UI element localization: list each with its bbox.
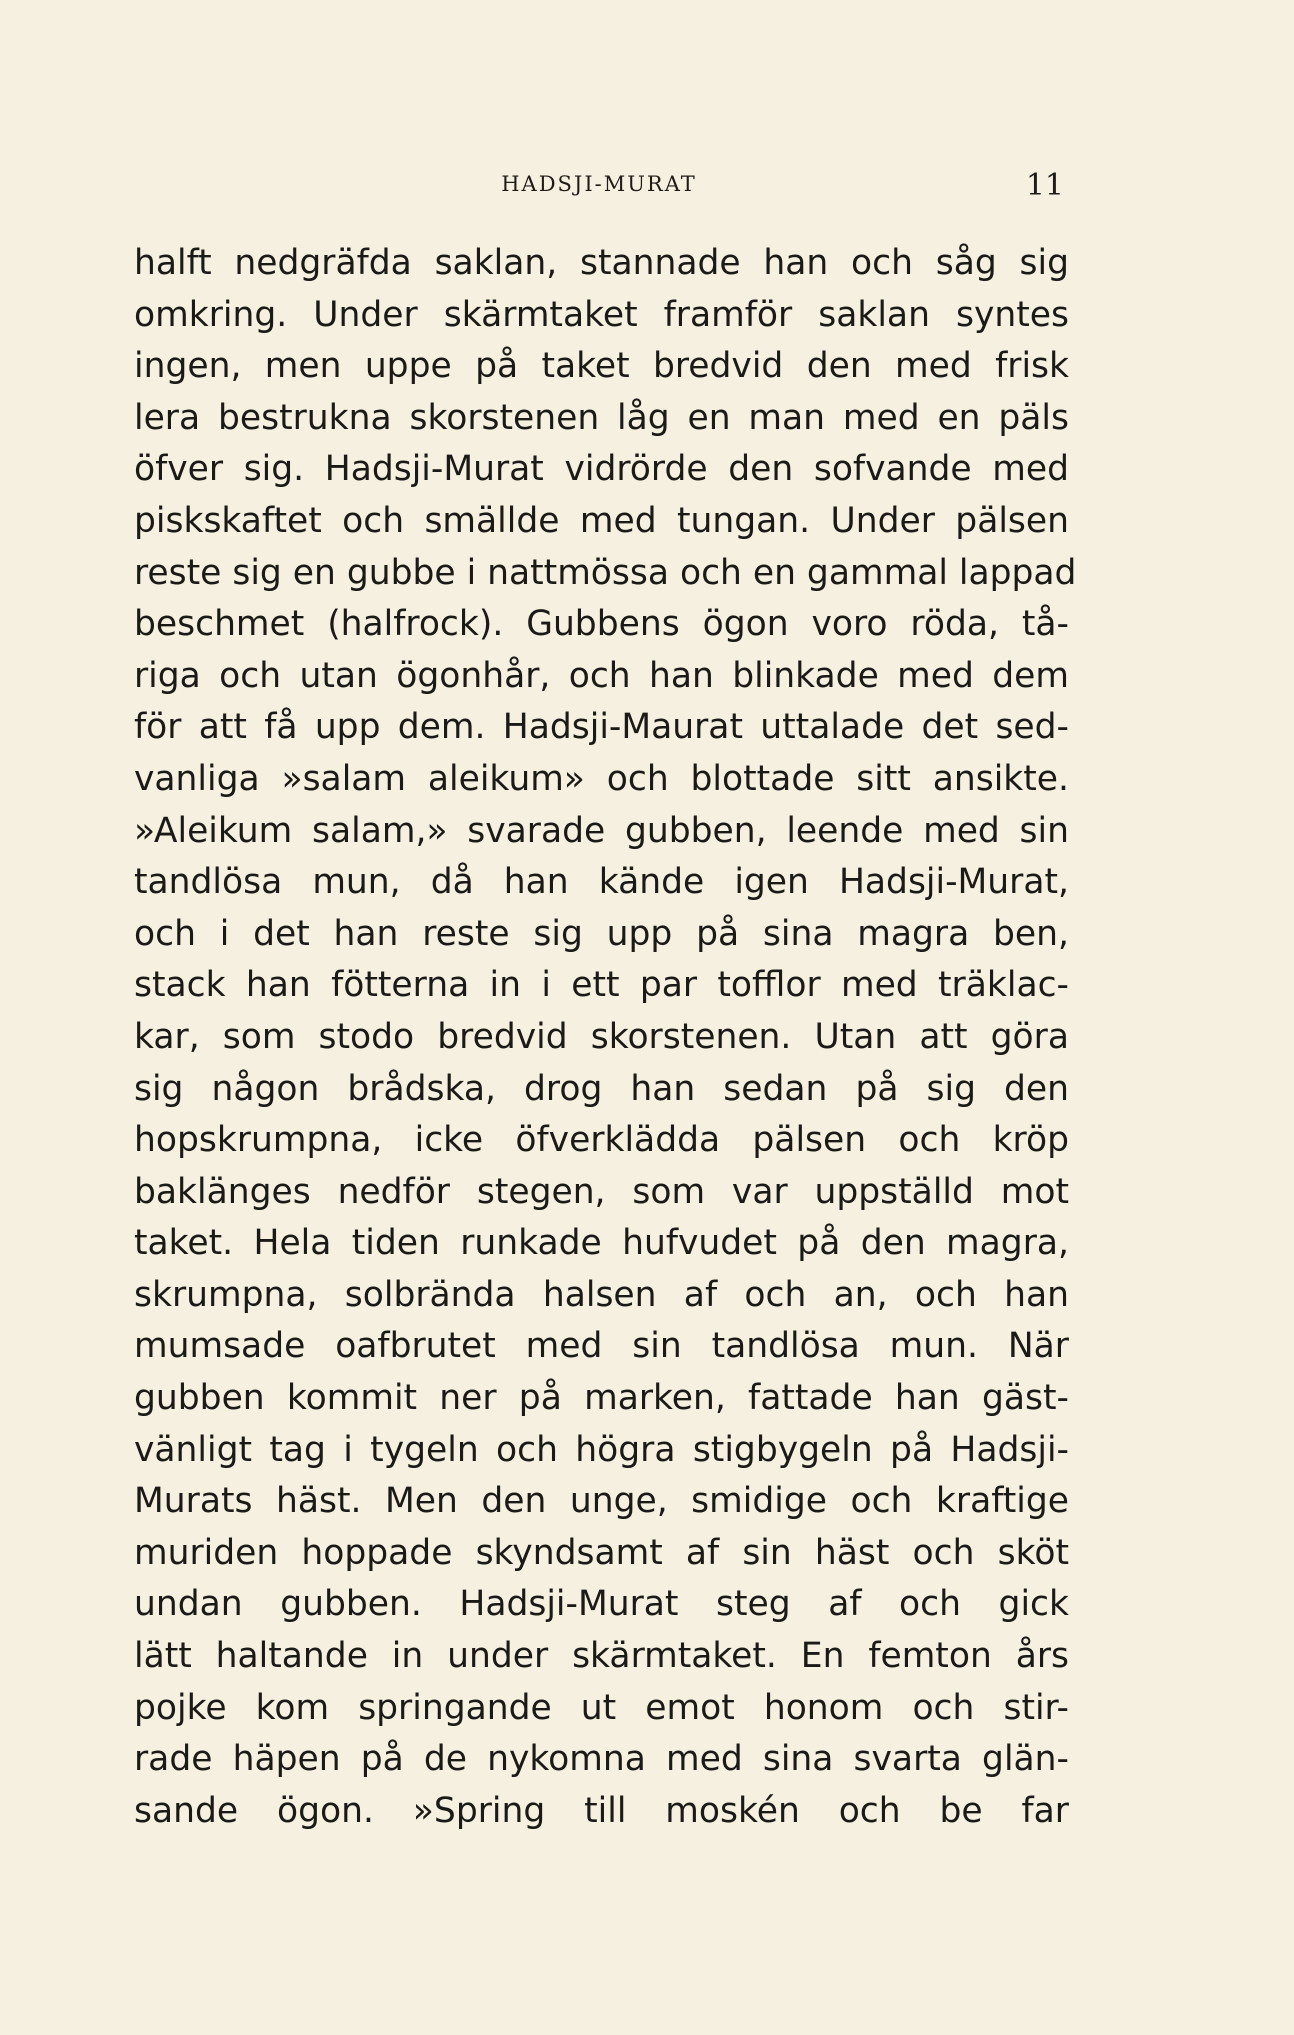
text-line: muriden hoppade skyndsamt af sin häst och sköt [134, 1532, 1069, 1573]
text-line: ingen, men uppe på taket bredvid den med frisk [134, 346, 1069, 387]
text-line: beschmet (halfrock). Gubbens ögon voro röda, tå- [134, 604, 1069, 645]
text-line: baklänges nedför stegen, som var uppställd mot [134, 1171, 1069, 1212]
running-title: HADSJI-MURAT [501, 172, 697, 196]
text-line: hopskrumpna, icke öfverklädda pälsen och kröp [134, 1120, 1069, 1161]
text-line: kar, som stodo bredvid skorstenen. Utan att göra [134, 1016, 1069, 1057]
text-line: lera bestrukna skorstenen låg en man med en päls [134, 397, 1069, 438]
text-line: sig någon brådska, drog han sedan på sig den [134, 1068, 1069, 1109]
text-line: skrumpna, solbrända halsen af och an, och han [134, 1274, 1069, 1315]
text-line: stack han fötterna in i ett par tofflor med träklac- [134, 965, 1069, 1006]
text-line: pojke kom springande ut emot honom och stir- [134, 1687, 1069, 1728]
text-line: lätt haltande in under skärmtaket. En femton års [134, 1636, 1069, 1677]
text-line: mumsade oafbrutet med sin tandlösa mun. När [134, 1326, 1069, 1367]
text-line: »Aleikum salam,» svarade gubben, leende med sin [134, 810, 1069, 851]
body-text [134, 238, 1077, 1837]
text-line: reste sig en gubbe i nattmössa och en gammal lappad [134, 552, 1077, 593]
text-line: för att få upp dem. Hadsji-Maurat uttalade det sed- [134, 707, 1069, 748]
text-line: sande ögon. »Spring till moskén och be far [134, 1790, 1069, 1831]
text-line: och i det han reste sig upp på sina magra ben, [134, 913, 1069, 954]
text-line: gubben kommit ner på marken, fattade han gäst- [134, 1378, 1069, 1419]
text-line: vänligt tag i tygeln och högra stigbygeln på Hadsji- [134, 1429, 1069, 1470]
text-line: tandlösa mun, då han kände igen Hadsji-Murat, [134, 862, 1069, 903]
running-head [134, 168, 1064, 208]
text-line: undan gubben. Hadsji-Murat steg af och gick [134, 1584, 1069, 1625]
text-line: piskskaftet och smällde med tungan. Under pälsen [134, 500, 1069, 541]
text-line: Murats häst. Men den unge, smidige och kraftige [134, 1481, 1069, 1522]
page-number: 11 [1025, 168, 1064, 203]
text-line: taket. Hela tiden runkade hufvudet på den magra, [134, 1223, 1069, 1264]
text-line: halft nedgräfda saklan, stannade han och såg sig [134, 243, 1069, 283]
text-line: riga och utan ögonhår, och han blinkade med dem [134, 655, 1069, 696]
text-line: öfver sig. Hadsji-Murat vidrörde den sofvande med [134, 449, 1069, 490]
text-line: vanliga »salam aleikum» och blottade sitt ansikte. [134, 758, 1069, 799]
text-line: rade häpen på de nykomna med sina svarta glän- [134, 1739, 1069, 1780]
text-line: omkring. Under skärmtaket framför saklan syntes [134, 294, 1069, 335]
